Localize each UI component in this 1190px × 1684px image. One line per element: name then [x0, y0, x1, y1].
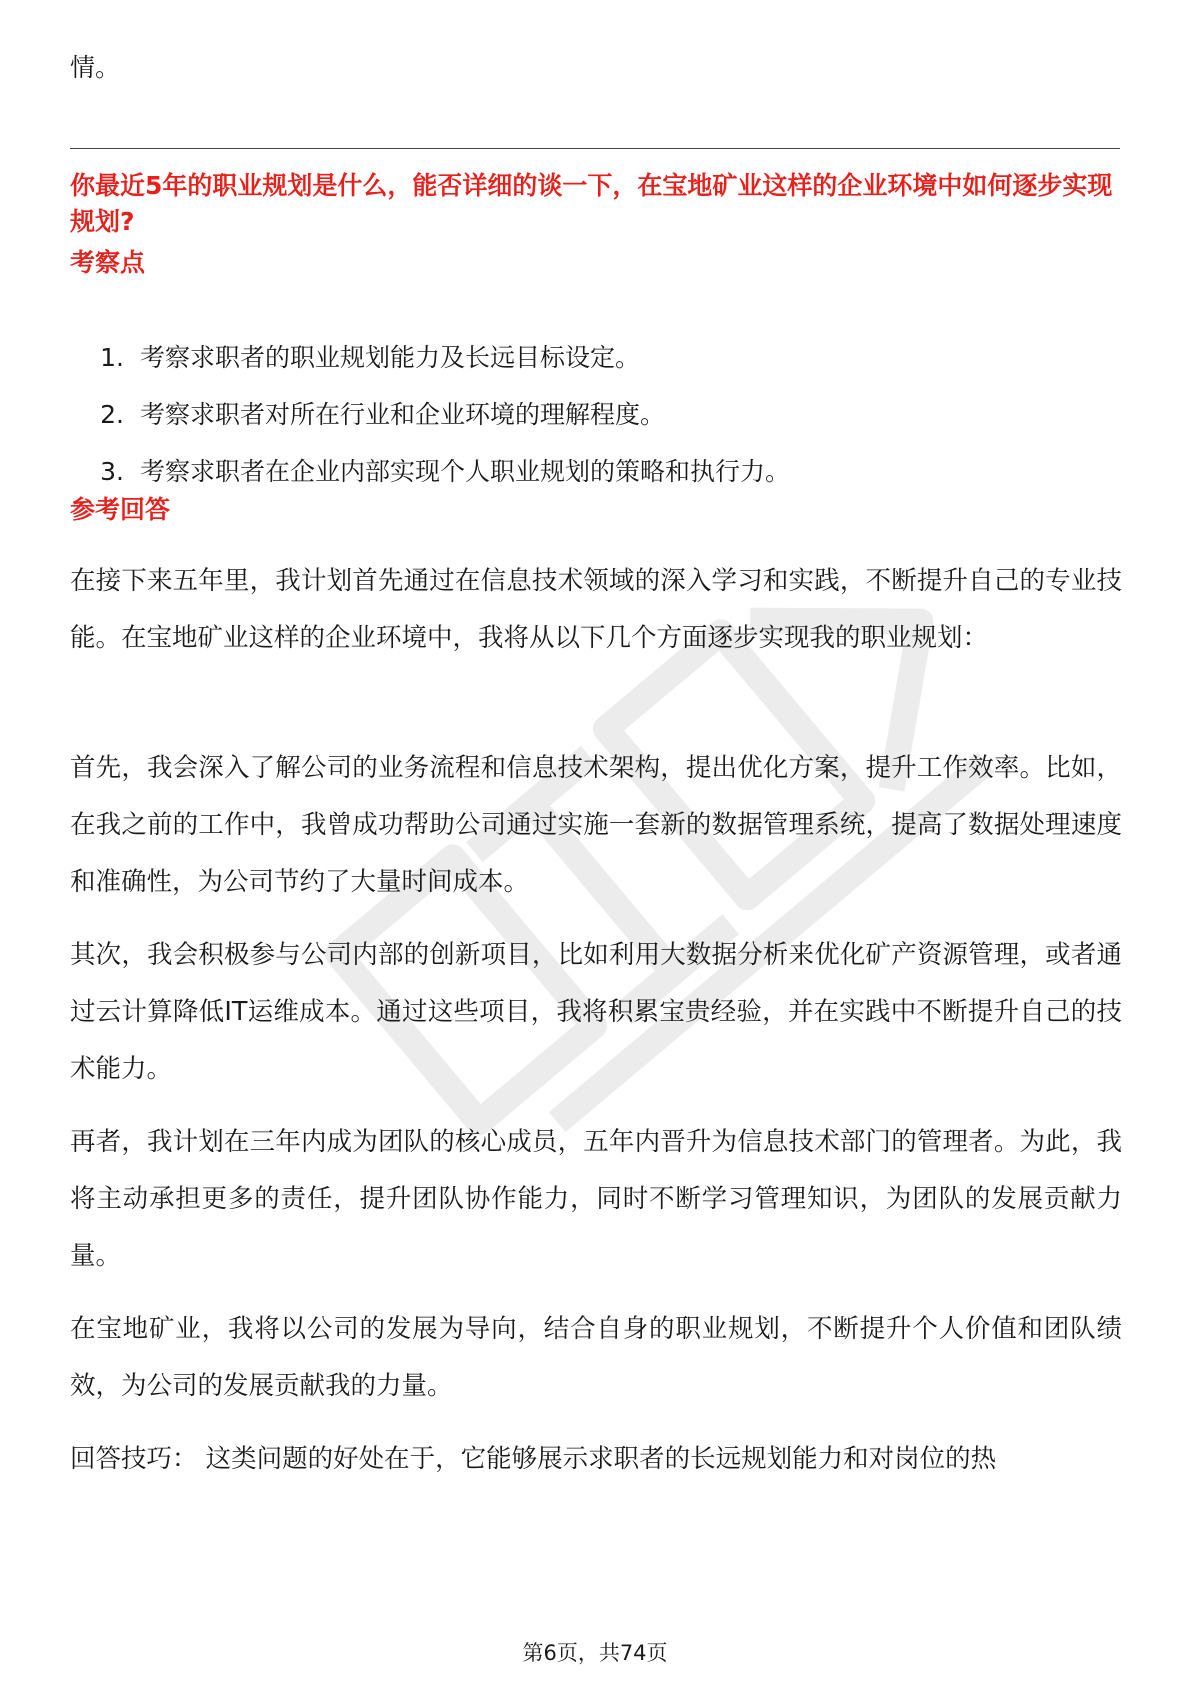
list-item-text: 考察求职者对所在行业和企业环境的理解程度。	[140, 400, 666, 429]
answer-paragraph: 在宝地矿业，我将以公司的发展为导向，结合自身的职业规划，不断提升个人价值和团队绩效，为公司的发展贡献我的力量。	[70, 1314, 1122, 1401]
continuation-text: 情。	[70, 53, 121, 82]
answer-title: 参考回答	[70, 495, 171, 524]
list-item-number: 3.	[100, 457, 124, 486]
answer-paragraph: 再者，我计划在三年内成为团队的核心成员，五年内晋升为信息技术部门的管理者。为此，我将主动承担更多的责任，提升团队协作能力，同时不断学习管理知识，为团队的发展贡献力量。	[70, 1127, 1122, 1271]
focus-points-list	[70, 340, 1120, 511]
list-item	[70, 397, 1120, 454]
list-item	[70, 340, 1120, 397]
list-item-number: 1.	[100, 343, 124, 372]
section-divider	[70, 148, 1120, 149]
question-heading: 你最近5年的职业规划是什么，能否详细的谈一下，在宝地矿业这样的企业环境中如何逐步实现规划?	[70, 171, 1113, 236]
page-number: 第6页，共74页	[522, 1641, 668, 1665]
answer-paragraph: 在接下来五年里，我计划首先通过在信息技术领域的深入学习和实践，不断提升自己的专业技能。在宝地矿业这样的企业环境中，我将从以下几个方面逐步实现我的职业规划：	[70, 566, 1122, 653]
answer-tip: 回答技巧： 这类问题的好处在于，它能够展示求职者的长远规划能力和对岗位的热	[70, 1444, 997, 1474]
list-item-number: 2.	[100, 400, 124, 429]
answer-paragraph: 首先，我会深入了解公司的业务流程和信息技术架构，提出优化方案，提升工作效率。比如，在我之前的工作中，我曾成功帮助公司通过实施一套新的数据管理系统，提高了数据处理速度和准确性，为公司节约了大量时间成本。	[70, 753, 1122, 897]
focus-title: 考察点	[70, 248, 146, 277]
answer-paragraph: 其次，我会积极参与公司内部的创新项目，比如利用大数据分析来优化矿产资源管理，或者通过云计算降低IT运维成本。通过这些项目，我将积累宝贵经验，并在实践中不断提升自己的技术能力。	[70, 940, 1122, 1084]
list-item-text: 考察求职者的职业规划能力及长远目标设定。	[140, 343, 641, 372]
list-item-text: 考察求职者在企业内部实现个人职业规划的策略和执行力。	[140, 457, 791, 486]
list-item	[70, 454, 1120, 511]
